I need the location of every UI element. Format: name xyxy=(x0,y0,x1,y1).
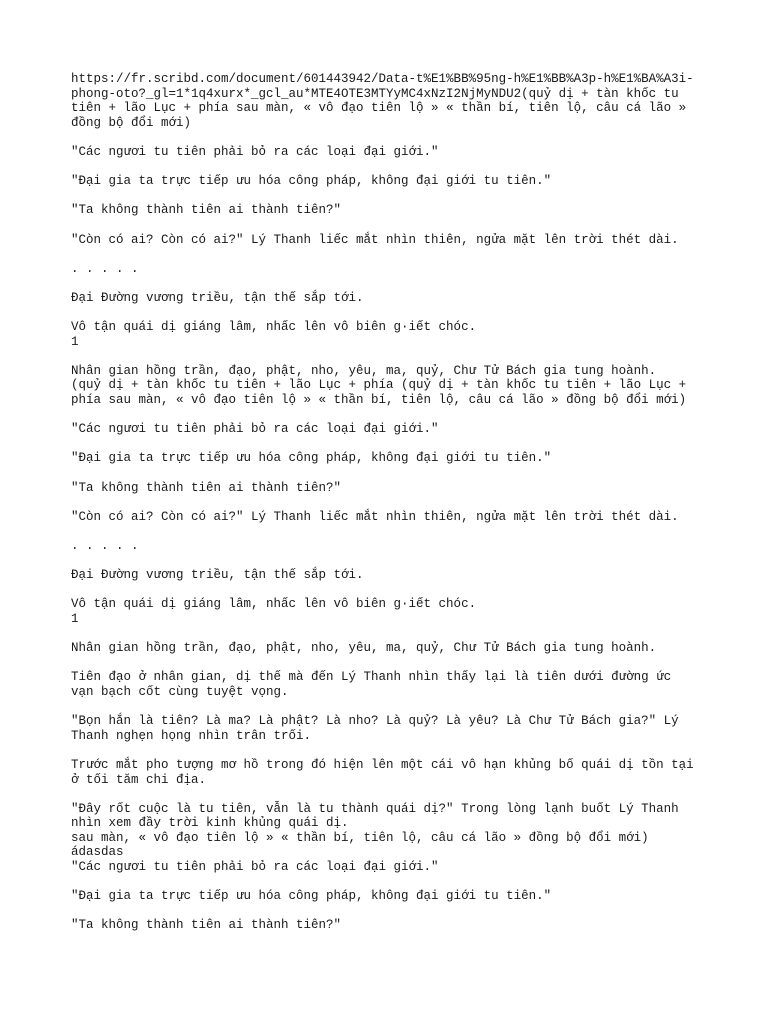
paragraph: "Ta không thành tiên ai thành tiên?" xyxy=(71,918,342,933)
paragraph: "Ta không thành tiên ai thành tiên?" xyxy=(71,203,342,218)
paragraph: Đại Đường vương triều, tận thế sắp tới. xyxy=(71,568,364,583)
document-body xyxy=(71,72,704,933)
paragraph: "Các ngươi tu tiên phải bỏ ra các loại đại giới." xyxy=(71,422,439,437)
paragraph: Đại Đường vương triều, tận thế sắp tới. xyxy=(71,290,364,305)
paragraph: Trước mắt pho tượng mơ hồ trong đó hiện lên một cái vô hạn khủng bố quái dị tồn tại ở tối tăm chi địa. xyxy=(71,757,694,787)
paragraph-separator: . . . . . xyxy=(71,261,139,276)
paragraph-separator: . . . . . xyxy=(71,539,139,553)
paragraph: "Ta không thành tiên ai thành tiên?" xyxy=(71,480,342,495)
paragraph: "Đại gia ta trực tiếp ưu hóa công pháp, không đại giới tu tiên." xyxy=(71,451,552,466)
paragraph-source-url: https://fr.scribd.com/document/601443942/Data-t%E1%BB%95ng-h%E1%BB%A3p-h%E1%BA%A3i- phong-oto?_gl=1*1q4xurx*_gcl_au*MTE4OTE3MTYyMC4xNzI2NjMyNDU2(quỷ dị + tàn khốc tu tiên + lão Lục + phía sau màn, « vô đạo tiên lộ » « thần bí, tiên lộ, câu cá lão » đồng bộ đổi mới) xyxy=(71,72,694,130)
paragraph: "Đây rốt cuộc là tu tiên, vẫn là tu thành quái dị?" Trong lòng lạnh buốt Lý Thanh nhìn xem đầy trời kinh khủng quái dị. sau màn, « vô đạo tiên lộ » « thần bí, tiên lộ, câu cá lão » đồng bộ đổi mới) ádasdas "Các ngươi tu tiên phải bỏ ra các loại đại giới." xyxy=(71,801,679,875)
paragraph: Vô tận quái dị giáng lâm, nhấc lên vô biên g·iết chóc. 1 xyxy=(71,597,477,626)
paragraph: "Bọn hắn là tiên? Là ma? Là phật? Là nho? Là quỷ? Là yêu? Là Chư Tử Bách gia?" Lý Thanh nghẹn họng nhìn trân trối. xyxy=(71,714,679,743)
paragraph: "Đại gia ta trực tiếp ưu hóa công pháp, không đại giới tu tiên." xyxy=(71,174,552,189)
paragraph: "Các ngươi tu tiên phải bỏ ra các loại đại giới." xyxy=(71,144,439,159)
paragraph: "Còn có ai? Còn có ai?" Lý Thanh liếc mắt nhìn thiên, ngửa mặt lên trời thét dài. xyxy=(71,509,679,524)
paragraph: "Đại gia ta trực tiếp ưu hóa công pháp, không đại giới tu tiên." xyxy=(71,889,552,904)
paragraph: "Còn có ai? Còn có ai?" Lý Thanh liếc mắt nhìn thiên, ngửa mặt lên trời thét dài. xyxy=(71,232,679,247)
paragraph: Nhân gian hồng trần, đạo, phật, nho, yêu, ma, quỷ, Chư Tử Bách gia tung hoành. (quỷ dị + tàn khốc tu tiên + lão Lục + phía (quỷ dị + tàn khốc tu tiên + lão Lục + phía sau màn, « vô đạo tiên lộ » « thần bí, tiên lộ, câu cá lão » đồng bộ đổi mới) xyxy=(71,363,687,408)
paragraph: Nhân gian hồng trần, đạo, phật, nho, yêu, ma, quỷ, Chư Tử Bách gia tung hoành. xyxy=(71,641,657,656)
paragraph: Vô tận quái dị giáng lâm, nhấc lên vô biên g·iết chóc. 1 xyxy=(71,320,477,349)
paragraph: Tiên đạo ở nhân gian, dị thế mà đến Lý Thanh nhìn thấy lại là tiên dưới đường ức vạn bạch cốt cùng tuyệt vọng. xyxy=(71,670,672,699)
